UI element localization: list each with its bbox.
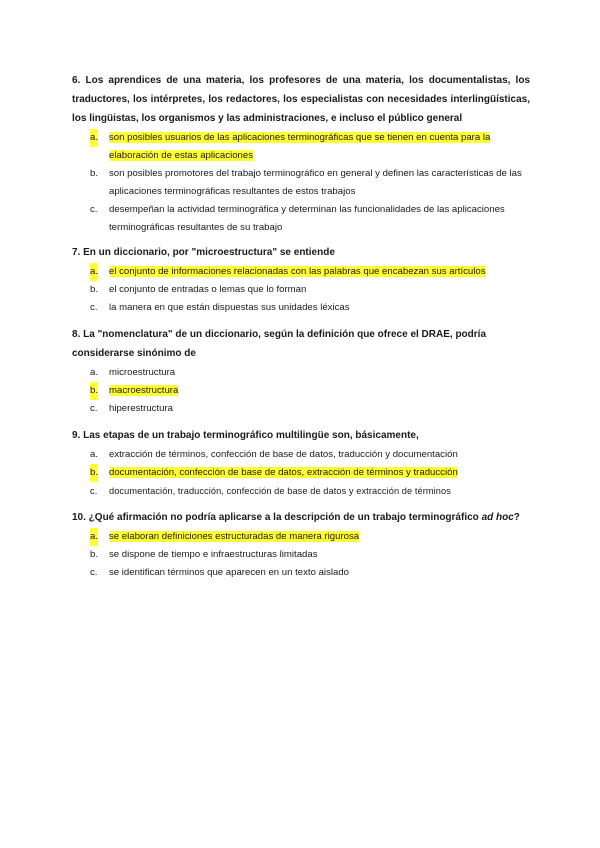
- question-10-title: [72, 508, 530, 527]
- question-8-options: [72, 364, 530, 418]
- question-6-options: [72, 129, 530, 237]
- question-10-option-b[interactable]: [72, 546, 530, 564]
- option-letter: c.: [90, 302, 98, 313]
- option-letter: a.: [90, 367, 99, 378]
- question-7-option-b[interactable]: [72, 281, 530, 299]
- option-text: son posibles promotores del trabajo terminográfico en general y definen las características de las aplicaciones terminográficas resultantes de estos trabajos: [109, 168, 522, 197]
- option-text: se identifican términos que aparecen en un texto aislado: [109, 567, 349, 578]
- option-text: hiperestructura: [109, 403, 173, 414]
- question-6-option-c[interactable]: [72, 201, 530, 237]
- option-letter: c.: [90, 567, 98, 578]
- question-6-title: 6. Los aprendices de una materia, los profesores de una materia, los documentalistas, los traductores, los intérpretes, los redactores, los especialistas con necesidades interlingüísticas, los lingüistas, los organismos y las administraciones, e incluso el público general: [72, 75, 530, 124]
- option-letter: a.: [90, 528, 98, 546]
- option-letter: a.: [90, 449, 99, 460]
- option-text: desempeñan la actividad terminográfica y determinan las funcionalidades de las aplicaciones terminográficas resultantes de su trabajo: [109, 204, 505, 233]
- question-8: [72, 325, 530, 418]
- question-8-option-c[interactable]: [72, 400, 530, 418]
- question-6-option-b[interactable]: [72, 165, 530, 201]
- question-8-option-a[interactable]: [72, 364, 530, 382]
- question-10-title-end: ?: [513, 512, 520, 523]
- question-8-title: 8. La "nomenclatura" de un diccionario, según la definición que ofrece el DRAE, podría considerarse sinónimo de: [72, 329, 487, 359]
- option-text: documentación, traducción, confección de base de datos y extracción de términos: [109, 486, 451, 496]
- question-10-title-text: 10. ¿Qué afirmación no podría aplicarse a la descripción de un trabajo terminográfico: [72, 512, 482, 523]
- option-text: macroestructura: [109, 385, 179, 396]
- option-letter: c.: [90, 403, 98, 414]
- question-10-title-italic: ad hoc: [481, 512, 514, 523]
- option-letter: b.: [90, 464, 98, 482]
- option-letter: a.: [90, 129, 98, 147]
- question-10-option-c[interactable]: [72, 564, 530, 582]
- question-7-options: [72, 263, 530, 317]
- question-9-title: 9. Las etapas de un trabajo terminográfico multilingüe son, básicamente,: [72, 430, 419, 441]
- option-text: el conjunto de entradas o lemas que lo forman: [109, 284, 307, 295]
- option-letter: b.: [90, 382, 98, 400]
- option-letter: b.: [90, 168, 99, 179]
- option-text: microestructura: [109, 367, 176, 378]
- question-10: [72, 508, 530, 582]
- option-text: el conjunto de informaciones relacionadas con las palabras que encabezan sus artículos: [109, 266, 486, 277]
- option-letter: c.: [90, 204, 98, 215]
- option-text: documentación, confección de base de datos, extracción de términos y traducción: [109, 467, 458, 478]
- question-9-option-b[interactable]: [72, 464, 530, 482]
- option-text: extracción de términos, confección de base de datos, traducción y documentación: [109, 449, 458, 460]
- option-letter: b.: [90, 549, 99, 560]
- question-9-options: [72, 446, 530, 500]
- question-9-option-c[interactable]: [72, 482, 530, 500]
- option-text: se dispone de tiempo e infraestructuras limitadas: [109, 549, 318, 560]
- question-7: [72, 243, 530, 317]
- option-letter: b.: [90, 284, 99, 295]
- option-text: se elaboran definiciones estructuradas de manera rigurosa: [109, 531, 360, 542]
- question-10-options: [72, 528, 530, 582]
- question-8-option-b[interactable]: [72, 382, 530, 400]
- question-7-option-a[interactable]: [72, 263, 530, 281]
- option-letter: a.: [90, 263, 98, 281]
- question-7-option-c[interactable]: [72, 299, 530, 317]
- question-9-option-a[interactable]: [72, 446, 530, 464]
- question-6-option-a[interactable]: [72, 129, 530, 165]
- question-9: [72, 426, 530, 500]
- question-6: [72, 71, 530, 237]
- option-text: son posibles usuarios de las aplicaciones terminográficas que se tienen en cuenta para la elaboración de estas aplicaciones: [109, 132, 491, 161]
- option-text: la manera en que están dispuestas sus unidades léxicas: [109, 302, 350, 313]
- option-letter: c.: [90, 486, 98, 496]
- question-7-title: 7. En un diccionario, por "microestructura" se entiende: [72, 247, 335, 258]
- question-10-option-a[interactable]: [72, 528, 530, 546]
